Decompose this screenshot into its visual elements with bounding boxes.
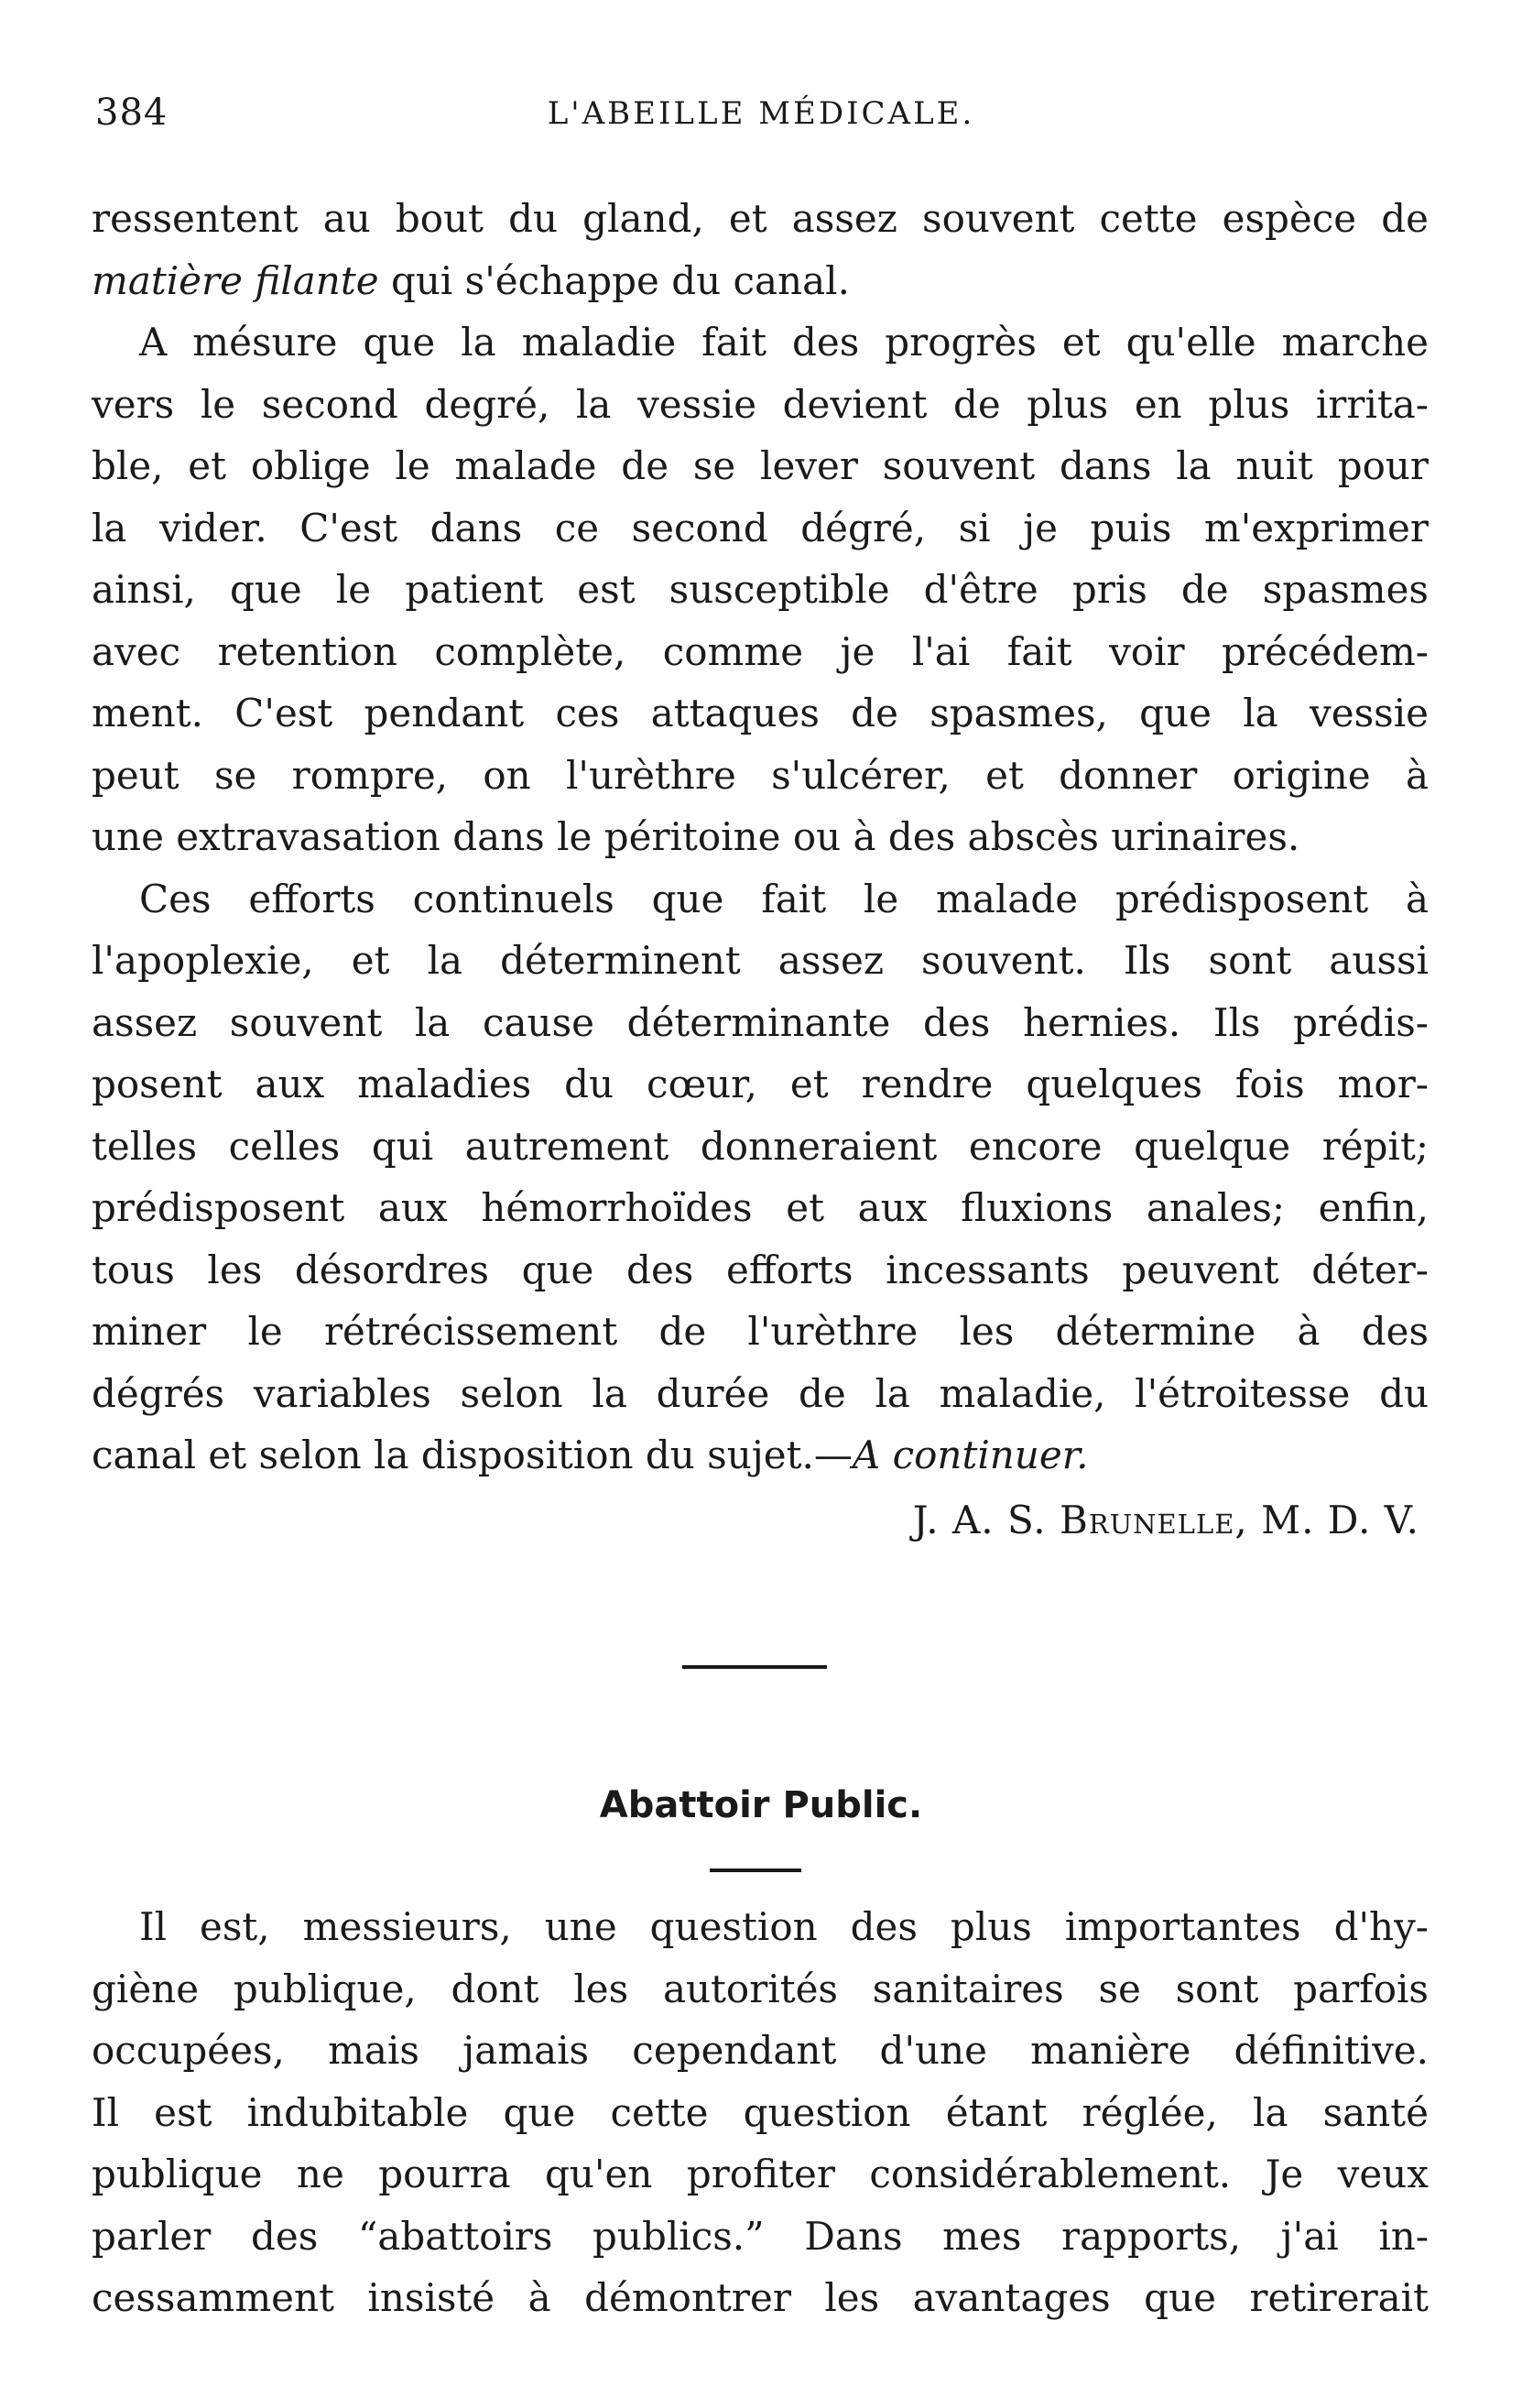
text-line: dégrés variables selon la durée de la maladie, l'étroitesse du — [92, 1370, 1429, 1416]
text-line: vers le second degré, la vessie devient de plus en plus irrita- — [92, 381, 1429, 427]
text-line: ble, et oblige le malade de se lever souvent dans la nuit pour — [92, 443, 1429, 488]
signature-surname: Brunelle — [1060, 1498, 1235, 1542]
text-run: canal et selon la disposition du sujet.— — [92, 1433, 853, 1477]
text-line: publique ne pourra qu'en profiter considérablement. Je veux — [92, 2152, 1429, 2196]
text-line: avec retention complète, comme je l'ai fait voir précédem- — [92, 628, 1429, 674]
text-line: la vider. C'est dans ce second dégré, si je puis m'exprimer — [92, 505, 1429, 550]
text-line: Il est, messieurs, une question des plus importantes d'hy- — [139, 1904, 1429, 1949]
section-divider-rule — [682, 1665, 827, 1669]
heading-underline-rule — [710, 1869, 801, 1872]
text-line: giène publique, dont les autorités sanitaires se sont parfois — [92, 1966, 1429, 2011]
section-heading: Abattoir Public. — [599, 1784, 923, 1826]
text-line: tous les désordres que des efforts incessants peuvent déter- — [92, 1247, 1429, 1292]
text-line: ainsi, que le patient est susceptible d'être pris de spasmes — [92, 567, 1429, 612]
text-line: A mésure que la maladie fait des progrès et qu'elle marche — [139, 320, 1429, 365]
italic-text: A continuer. — [852, 1433, 1089, 1477]
author-signature — [913, 1498, 1419, 1542]
text-line: assez souvent la cause déterminante des hernies. Ils prédis- — [92, 999, 1429, 1045]
text-line: prédisposent aux hémorrhoïdes et aux fluxions anales; enfin, — [92, 1185, 1429, 1230]
text-line: peut se rompre, on l'urèthre s'ulcérer, et donner origine à — [92, 752, 1429, 798]
text-line: Ces efforts continuels que fait le malade prédisposent à — [139, 876, 1429, 921]
text-run: qui s'échappe du canal. — [378, 257, 850, 303]
italic-text: matière filante — [92, 257, 379, 303]
journal-title: L'ABEILLE MÉDICALE. — [547, 95, 975, 132]
text-line — [92, 1424, 1429, 1487]
text-line: cessamment insisté à démontrer les avantages que retirerait — [92, 2275, 1429, 2320]
section-body — [92, 1896, 1429, 2329]
signature-initials: J. A. S. — [912, 1498, 1060, 1542]
text-line: miner le rétrécissement de l'urèthre les détermine à des — [92, 1309, 1429, 1354]
article-body — [92, 188, 1429, 1487]
text-line: posent aux maladies du cœur, et rendre quelques fois mor- — [92, 1062, 1429, 1106]
text-line: une extravasation dans le péritoine ou à des abscès urinaires. — [92, 814, 1300, 859]
signature-suffix: , M. D. V. — [1234, 1498, 1419, 1542]
text-line: telles celles qui autrement donneraient encore quelque répit; — [92, 1123, 1429, 1169]
text-line: ressentent au bout du gland, et assez souvent cette espèce de — [92, 196, 1429, 241]
text-line — [92, 250, 1429, 312]
text-line: l'apoplexie, et la déterminent assez souvent. Ils sont aussi — [92, 938, 1429, 983]
text-line: Il est indubitable que cette question étant réglée, la santé — [92, 2089, 1429, 2135]
text-line: occupées, mais jamais cependant d'une manière définitive. — [92, 2028, 1429, 2073]
page-number: 384 — [95, 92, 169, 134]
text-line: ment. C'est pendant ces attaques de spasmes, que la vessie — [92, 691, 1429, 735]
running-head — [0, 92, 1522, 147]
text-line: parler des “abattoirs publics.” Dans mes rapports, j'ai in- — [92, 2213, 1429, 2259]
